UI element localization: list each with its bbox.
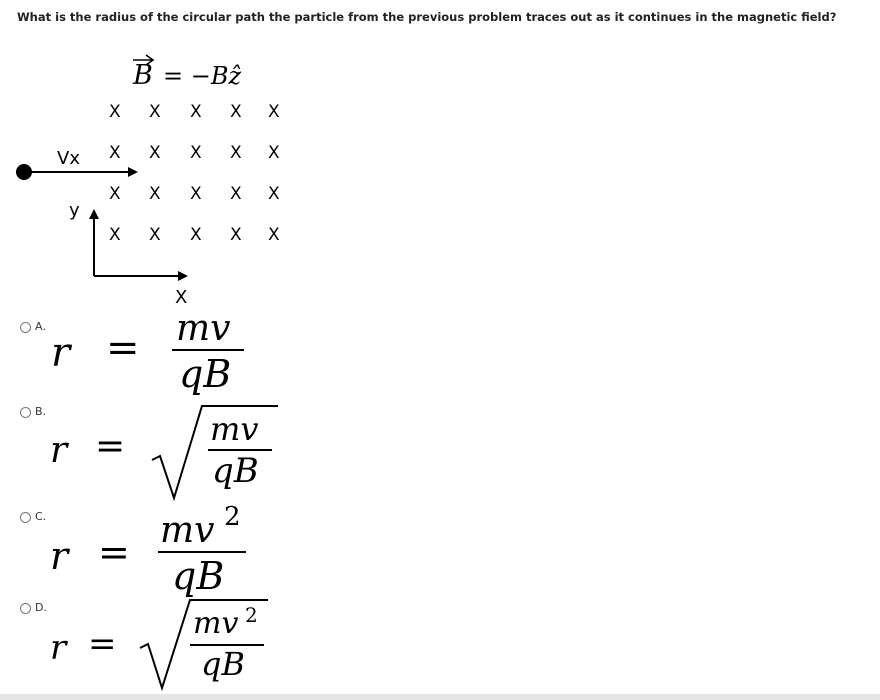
formula-denominator: qB	[201, 645, 245, 683]
option-letter: B.	[35, 405, 47, 418]
question-text: What is the radius of the circular path the particle from the previous problem traces out as it continues in the magnetic field?	[17, 10, 837, 24]
bottom-scroll-bar	[0, 694, 880, 700]
fraction-bar	[172, 349, 244, 351]
axis-y-label: y	[69, 200, 80, 221]
formula-numerator: mv	[210, 410, 259, 448]
formula-exponent: 2	[224, 502, 241, 532]
axis-x-label: X	[175, 287, 188, 308]
field-mark: X	[109, 225, 121, 245]
radio-button[interactable]	[20, 603, 31, 614]
formula-numerator: mv	[160, 510, 215, 551]
field-mark: X	[190, 143, 202, 163]
radio-button[interactable]	[20, 512, 31, 523]
field-mark: X	[149, 102, 161, 122]
field-mark: X	[149, 143, 161, 163]
field-mark: X	[230, 143, 242, 163]
field-mark: X	[109, 184, 121, 204]
arrowhead-icon	[128, 167, 138, 177]
field-mark: X	[190, 225, 202, 245]
formula-denominator: qB	[212, 451, 259, 491]
field-mark: X	[268, 184, 280, 204]
particle-dot	[16, 164, 32, 180]
formula-lhs: r	[50, 430, 68, 471]
coordinate-axes	[86, 207, 196, 287]
field-mark: X	[190, 102, 202, 122]
field-label-B: B	[133, 60, 153, 91]
field-mark: X	[268, 102, 280, 122]
formula-denominator: qB	[172, 554, 225, 598]
formula-equals: =	[88, 624, 117, 664]
field-mark: X	[230, 102, 242, 122]
formula-lhs: r	[50, 534, 69, 578]
radio-button[interactable]	[20, 322, 31, 333]
option-letter: C.	[35, 510, 47, 523]
velocity-label: Vx	[57, 148, 80, 169]
field-mark: X	[230, 184, 242, 204]
vector-arrow-icon	[131, 52, 157, 66]
field-mark: X	[109, 143, 121, 163]
formula-lhs: r	[50, 628, 67, 668]
formula-equals: =	[98, 530, 130, 574]
formula-exponent: 2	[245, 603, 258, 627]
formula-equals: =	[106, 325, 140, 371]
radio-button[interactable]	[20, 407, 31, 418]
particle-velocity-arrow	[14, 162, 144, 184]
option-letter: D.	[35, 601, 47, 614]
fraction-bar	[158, 551, 246, 553]
formula-numerator: mv	[176, 308, 231, 349]
option-letter: A.	[35, 320, 46, 333]
formula-equals: =	[95, 426, 126, 467]
field-label-rest: = −Bẑ	[163, 62, 242, 90]
formula-numerator: mv	[193, 606, 239, 641]
field-mark: X	[268, 225, 280, 245]
field-mark: X	[190, 184, 202, 204]
field-mark: X	[149, 184, 161, 204]
formula-denominator: qB	[179, 352, 232, 396]
formula-lhs: r	[51, 330, 71, 376]
field-mark: X	[268, 143, 280, 163]
field-mark: X	[109, 102, 121, 122]
field-mark: X	[230, 225, 242, 245]
field-mark: X	[149, 225, 161, 245]
